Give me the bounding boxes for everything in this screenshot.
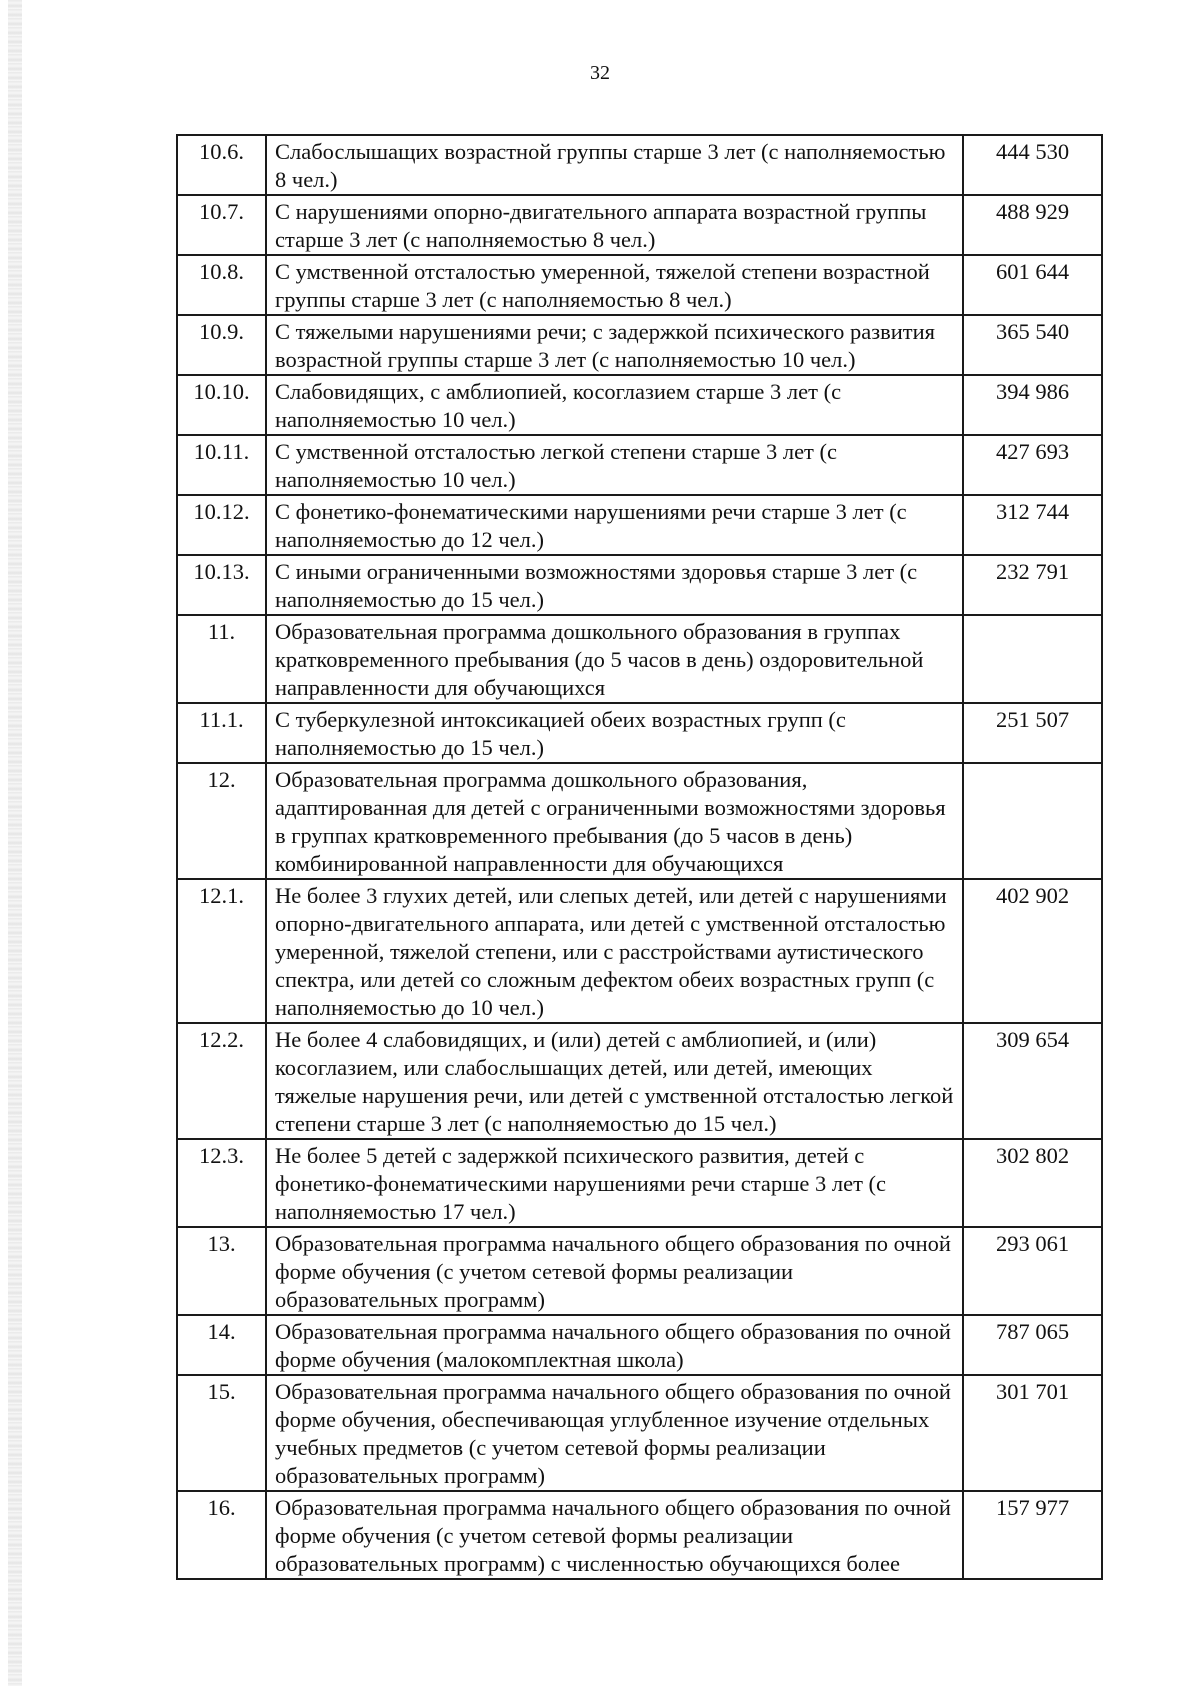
row-amount: 394 986 bbox=[963, 375, 1102, 435]
row-number: 10.12. bbox=[177, 495, 266, 555]
row-description: Не более 5 детей с задержкой психического развития, детей с фонетико-фонематическими нарушениями речи старше 3 лет (с наполняемостью 17 чел.) bbox=[266, 1139, 963, 1227]
row-number: 10.13. bbox=[177, 555, 266, 615]
table-row bbox=[177, 315, 1102, 375]
row-number: 10.6. bbox=[177, 135, 266, 195]
table-body bbox=[177, 135, 1102, 1579]
row-amount: 312 744 bbox=[963, 495, 1102, 555]
row-description: Не более 4 слабовидящих, и (или) детей с амблиопией, и (или) косоглазием, или слабослышащих детей, или детей, имеющих тяжелые нарушения речи, или детей с умственной отсталостью легкой степени старше 3 лет (с наполняемостью до 15 чел.) bbox=[266, 1023, 963, 1139]
row-description: С фонетико-фонематическими нарушениями речи старше 3 лет (с наполняемостью до 12 чел.) bbox=[266, 495, 963, 555]
row-amount: 251 507 bbox=[963, 703, 1102, 763]
row-description: Слабовидящих, с амблиопией, косоглазием старше 3 лет (с наполняемостью 10 чел.) bbox=[266, 375, 963, 435]
table-row bbox=[177, 763, 1102, 879]
table-row bbox=[177, 495, 1102, 555]
row-description: Не более 3 глухих детей, или слепых детей, или детей с нарушениями опорно-двигательного аппарата, или детей с умственной отсталостью умеренной, тяжелой степени, или с расстройствами аутистического спектра, или детей со сложным дефектом обеих возрастных групп (с наполняемостью до 10 чел.) bbox=[266, 879, 963, 1023]
table-row bbox=[177, 615, 1102, 703]
row-description: С тяжелыми нарушениями речи; с задержкой психического развития возрастной группы старше 3 лет (с наполняемостью 10 чел.) bbox=[266, 315, 963, 375]
table-row bbox=[177, 1491, 1102, 1579]
row-description: Образовательная программа начального общего образования по очной форме обучения (с учетом сетевой формы реализации образовательных программ) с численностью обучающихся более bbox=[266, 1491, 963, 1579]
table-row bbox=[177, 1315, 1102, 1375]
table-row bbox=[177, 435, 1102, 495]
page-number: 32 bbox=[590, 62, 610, 84]
row-amount bbox=[963, 615, 1102, 703]
table-row bbox=[177, 1139, 1102, 1227]
row-number: 14. bbox=[177, 1315, 266, 1375]
table-row bbox=[177, 1227, 1102, 1315]
row-number: 12. bbox=[177, 763, 266, 879]
row-description: С иными ограниченными возможностями здоровья старше 3 лет (с наполняемостью до 15 чел.) bbox=[266, 555, 963, 615]
row-number: 10.8. bbox=[177, 255, 266, 315]
row-amount: 427 693 bbox=[963, 435, 1102, 495]
row-description: Образовательная программа начального общего образования по очной форме обучения (с учетом сетевой формы реализации образовательных программ) bbox=[266, 1227, 963, 1315]
row-description: Образовательная программа начального общего образования по очной форме обучения, обеспечивающая углубленное изучение отдельных учебных предметов (с учетом сетевой формы реализации образовательных программ) bbox=[266, 1375, 963, 1491]
row-amount: 293 061 bbox=[963, 1227, 1102, 1315]
row-amount: 444 530 bbox=[963, 135, 1102, 195]
row-description: С умственной отсталостью умеренной, тяжелой степени возрастной группы старше 3 лет (с наполняемостью 8 чел.) bbox=[266, 255, 963, 315]
table-row bbox=[177, 375, 1102, 435]
row-amount: 365 540 bbox=[963, 315, 1102, 375]
row-amount: 302 802 bbox=[963, 1139, 1102, 1227]
table-row bbox=[177, 1023, 1102, 1139]
row-amount bbox=[963, 763, 1102, 879]
table-row bbox=[177, 255, 1102, 315]
row-number: 12.3. bbox=[177, 1139, 266, 1227]
row-number: 10.11. bbox=[177, 435, 266, 495]
row-description: С умственной отсталостью легкой степени старше 3 лет (с наполняемостью 10 чел.) bbox=[266, 435, 963, 495]
row-number: 15. bbox=[177, 1375, 266, 1491]
table-row bbox=[177, 1375, 1102, 1491]
row-description: Образовательная программа дошкольного образования, адаптированная для детей с ограниченными возможностями здоровья в группах кратковременного пребывания (до 5 часов в день) комбинированной направленности для обучающихся bbox=[266, 763, 963, 879]
row-description: С туберкулезной интоксикацией обеих возрастных групп (с наполняемостью до 15 чел.) bbox=[266, 703, 963, 763]
row-amount: 301 701 bbox=[963, 1375, 1102, 1491]
row-number: 13. bbox=[177, 1227, 266, 1315]
row-amount: 601 644 bbox=[963, 255, 1102, 315]
table-row bbox=[177, 195, 1102, 255]
table-row bbox=[177, 879, 1102, 1023]
row-amount: 309 654 bbox=[963, 1023, 1102, 1139]
row-number: 10.7. bbox=[177, 195, 266, 255]
row-number: 12.2. bbox=[177, 1023, 266, 1139]
scan-edge-artifact bbox=[8, 0, 22, 1686]
row-number: 10.10. bbox=[177, 375, 266, 435]
row-number: 16. bbox=[177, 1491, 266, 1579]
row-number: 12.1. bbox=[177, 879, 266, 1023]
row-amount: 787 065 bbox=[963, 1315, 1102, 1375]
row-description: Слабослышащих возрастной группы старше 3 лет (с наполняемостью 8 чел.) bbox=[266, 135, 963, 195]
table-row bbox=[177, 135, 1102, 195]
table-row bbox=[177, 555, 1102, 615]
row-number: 11. bbox=[177, 615, 266, 703]
row-description: Образовательная программа начального общего образования по очной форме обучения (малокомплектная школа) bbox=[266, 1315, 963, 1375]
row-amount: 157 977 bbox=[963, 1491, 1102, 1579]
table-row bbox=[177, 703, 1102, 763]
row-description: С нарушениями опорно-двигательного аппарата возрастной группы старше 3 лет (с наполняемостью 8 чел.) bbox=[266, 195, 963, 255]
row-amount: 232 791 bbox=[963, 555, 1102, 615]
row-amount: 488 929 bbox=[963, 195, 1102, 255]
row-number: 11.1. bbox=[177, 703, 266, 763]
row-amount: 402 902 bbox=[963, 879, 1102, 1023]
row-description: Образовательная программа дошкольного образования в группах кратковременного пребывания (до 5 часов в день) оздоровительной направленности для обучающихся bbox=[266, 615, 963, 703]
tariff-table bbox=[176, 134, 1103, 1580]
row-number: 10.9. bbox=[177, 315, 266, 375]
